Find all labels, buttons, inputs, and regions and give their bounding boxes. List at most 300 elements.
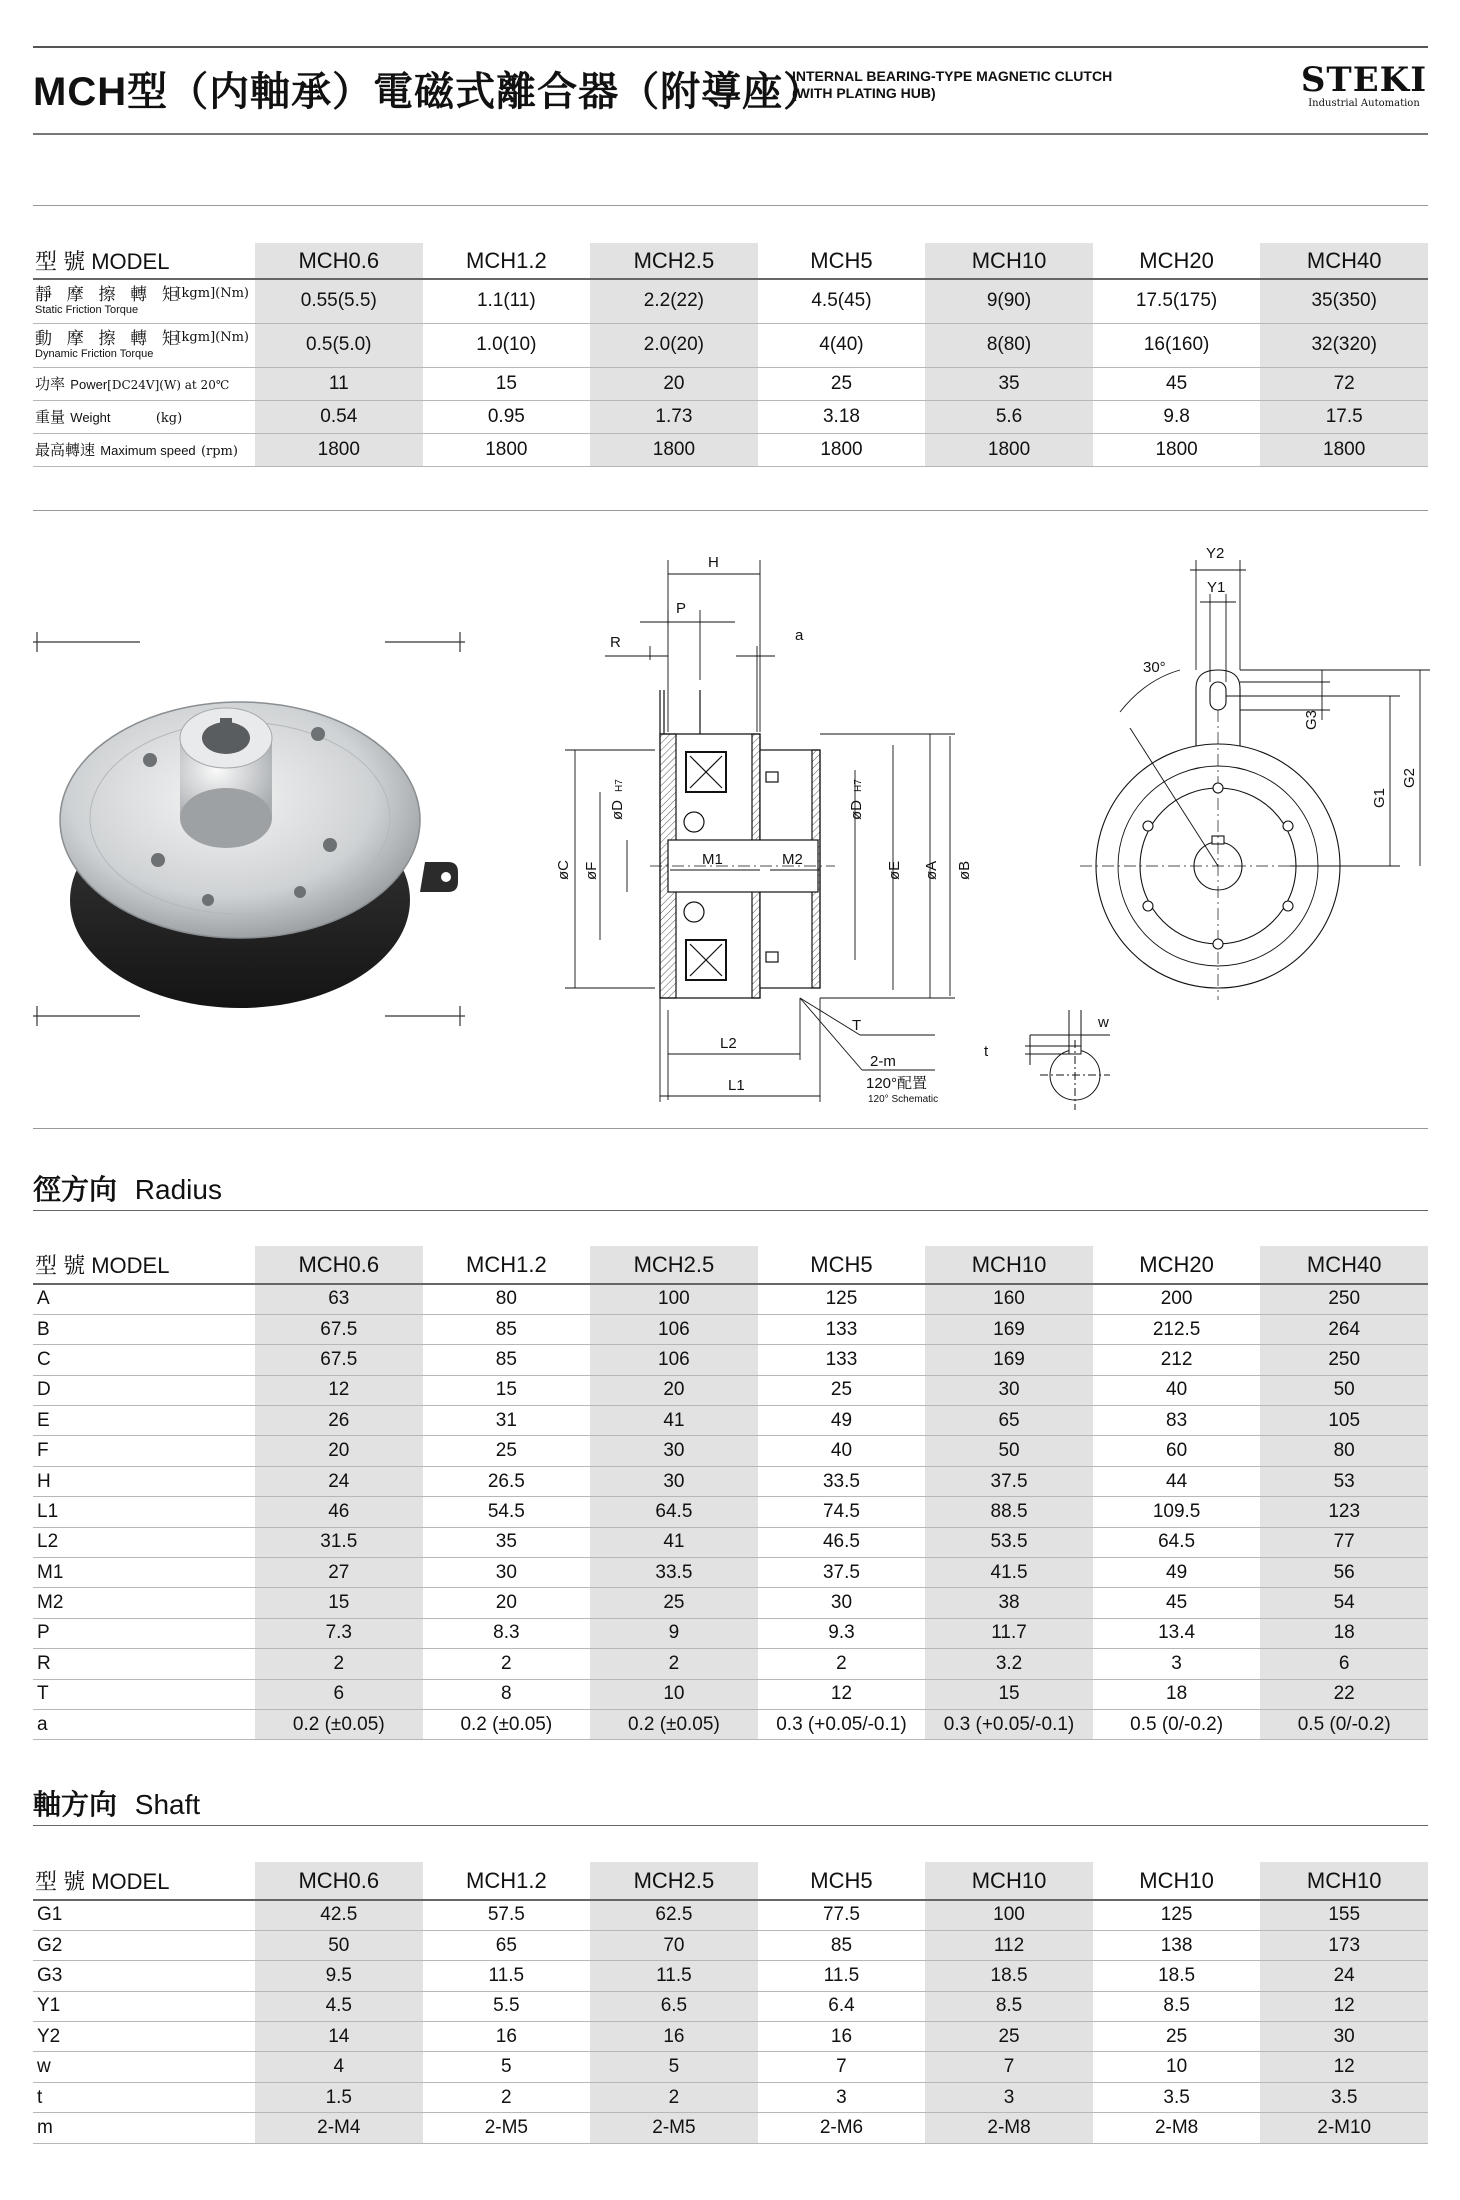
table-cell: 22 <box>1260 1679 1428 1709</box>
performance-row-weight <box>33 400 1428 433</box>
table-cell: 173 <box>1260 1930 1428 1960</box>
table-cell: 65 <box>925 1406 1093 1436</box>
table-cell: 16 <box>590 2022 758 2052</box>
table-cell: 138 <box>1093 1930 1261 1960</box>
model-header: MCH2.5 <box>590 1862 758 1900</box>
table-cell: 1800 <box>590 433 758 466</box>
dim-label-R: R <box>610 634 621 651</box>
table-cell: 1.0(10) <box>423 323 591 367</box>
front-view <box>1080 545 1430 1000</box>
section-rule <box>33 510 1428 511</box>
table-cell: 6.4 <box>758 1991 926 2021</box>
table-cell: 64.5 <box>590 1497 758 1527</box>
table-row <box>33 1497 1428 1527</box>
table-cell: 46.5 <box>758 1527 926 1557</box>
table-cell: 30 <box>758 1588 926 1618</box>
table-cell: 212 <box>1093 1345 1261 1375</box>
table-cell: 100 <box>925 1900 1093 1930</box>
table-cell: 24 <box>255 1466 423 1496</box>
table-cell: 40 <box>758 1436 926 1466</box>
model-header: MCH10 <box>925 1246 1093 1284</box>
table-cell: 2 <box>590 1649 758 1679</box>
model-header: MCH2.5 <box>590 243 758 279</box>
table-cell: 11 <box>255 367 423 400</box>
dim-label-D2-tol: H7 <box>853 779 864 792</box>
table-cell: 30 <box>590 1436 758 1466</box>
table-cell: 1800 <box>758 433 926 466</box>
dim-label-F: øF <box>583 861 600 880</box>
table-cell: 5 <box>590 2052 758 2082</box>
table-cell: 44 <box>1093 1466 1261 1496</box>
hub-keyway <box>220 718 232 726</box>
table-cell: 100 <box>590 1284 758 1314</box>
dim-label-H: H <box>708 554 719 571</box>
table-cell: 25 <box>758 1375 926 1405</box>
dim-label-D: øD <box>609 800 626 820</box>
row-label: G2 <box>33 1930 255 1960</box>
technical-drawing <box>0 520 1460 1130</box>
table-cell: 2-M8 <box>925 2113 1093 2143</box>
row-label <box>33 323 255 367</box>
table-cell: 30 <box>925 1375 1093 1405</box>
table-cell: 4 <box>255 2052 423 2082</box>
radius-section-title <box>33 1168 222 1208</box>
row-label-cn: 靜 摩 擦 轉 矩 <box>35 284 184 304</box>
row-label <box>33 279 255 323</box>
dim-label-B: øB <box>956 860 973 880</box>
table-cell: 30 <box>590 1466 758 1496</box>
table-cell: 155 <box>1260 1900 1428 1930</box>
row-label: H <box>33 1466 255 1496</box>
table-row <box>33 2082 1428 2112</box>
table-row <box>33 1709 1428 1739</box>
tab-hole <box>441 872 451 882</box>
table-cell: 30 <box>1260 2022 1428 2052</box>
page-title: MCH型（内軸承）電磁式離合器（附導座） <box>33 70 825 114</box>
row-unit: [kgm](Nm) <box>176 329 249 345</box>
radius-header-row <box>33 1246 1428 1284</box>
table-cell: 12 <box>1260 1991 1428 2021</box>
table-cell: 212.5 <box>1093 1314 1261 1344</box>
dim-label-L2: L2 <box>720 1035 737 1052</box>
table-cell: 5.5 <box>423 1991 591 2021</box>
table-cell: 77 <box>1260 1527 1428 1557</box>
table-cell: 0.95 <box>423 400 591 433</box>
table-cell: 160 <box>925 1284 1093 1314</box>
dim-label-M1: M1 <box>702 851 723 868</box>
schematic-label: 120°配置 <box>866 1075 928 1092</box>
clutch-photo <box>33 632 465 1026</box>
table-cell: 11.5 <box>590 1961 758 1991</box>
table-cell: 3 <box>758 2082 926 2112</box>
table-cell: 9.3 <box>758 1618 926 1648</box>
row-label-en: Maximum speed <box>100 442 196 458</box>
table-row <box>33 1436 1428 1466</box>
row-label: t <box>33 2082 255 2112</box>
section-rule <box>33 1825 1428 1826</box>
row-label: M2 <box>33 1588 255 1618</box>
table-cell: 15 <box>423 367 591 400</box>
row-unit: [kgm](Nm) <box>176 285 249 301</box>
performance-table <box>33 243 1428 467</box>
table-cell: 6 <box>255 1679 423 1709</box>
logo-word: STEKI <box>1300 60 1428 100</box>
table-cell: 20 <box>423 1588 591 1618</box>
table-cell: 18 <box>1093 1679 1261 1709</box>
table-cell: 3 <box>925 2082 1093 2112</box>
shaft-section-title <box>33 1783 200 1823</box>
table-row <box>33 1649 1428 1679</box>
model-header: MCH5 <box>758 1862 926 1900</box>
table-cell: 11.7 <box>925 1618 1093 1648</box>
model-header: MCH20 <box>1093 243 1261 279</box>
table-cell: 1.73 <box>590 400 758 433</box>
table-cell: 25 <box>925 2022 1093 2052</box>
table-row <box>33 1345 1428 1375</box>
table-cell: 0.5(5.0) <box>255 323 423 367</box>
row-label-cn: 功率 <box>35 375 66 393</box>
table-cell: 2-M4 <box>255 2113 423 2143</box>
schematic-label-en: 120° Schematic <box>868 1094 939 1105</box>
table-cell: 40 <box>1093 1375 1261 1405</box>
table-cell: 56 <box>1260 1558 1428 1588</box>
table-row <box>33 2052 1428 2082</box>
row-label: Y1 <box>33 1991 255 2021</box>
table-cell: 54 <box>1260 1588 1428 1618</box>
row-label: G3 <box>33 1961 255 1991</box>
steki-logo <box>1298 62 1430 110</box>
table-cell: 15 <box>255 1588 423 1618</box>
row-label: A <box>33 1284 255 1314</box>
table-cell: 85 <box>423 1314 591 1344</box>
row-label-en: Power <box>70 376 108 392</box>
model-header: MCH40 <box>1260 1246 1428 1284</box>
table-cell: 5 <box>423 2052 591 2082</box>
table-cell: 125 <box>758 1284 926 1314</box>
table-cell: 1.5 <box>255 2082 423 2112</box>
row-label: T <box>33 1679 255 1709</box>
dim-label-T: T <box>852 1017 862 1034</box>
section-rule <box>33 1210 1428 1211</box>
row-unit: [DC24V](W) at 20℃ <box>107 377 230 392</box>
section-rule <box>33 1128 1428 1129</box>
table-cell: 105 <box>1260 1406 1428 1436</box>
table-cell: 11.5 <box>423 1961 591 1991</box>
row-label: F <box>33 1436 255 1466</box>
table-cell: 12 <box>758 1679 926 1709</box>
model-header: MCH0.6 <box>255 243 423 279</box>
table-cell: 1800 <box>255 433 423 466</box>
table-cell: 125 <box>1093 1900 1261 1930</box>
table-cell: 20 <box>590 1375 758 1405</box>
table-cell: 16 <box>423 2022 591 2052</box>
table-cell: 0.2 (±0.05) <box>255 1709 423 1739</box>
table-cell: 109.5 <box>1093 1497 1261 1527</box>
dim-label-w: w <box>1098 1014 1109 1031</box>
dim-label-D2: øD <box>848 800 865 820</box>
table-cell: 46 <box>255 1497 423 1527</box>
model-header: MCH5 <box>758 243 926 279</box>
table-cell: 2 <box>758 1649 926 1679</box>
table-row <box>33 1406 1428 1436</box>
row-label: B <box>33 1314 255 1344</box>
table-cell: 25 <box>590 1588 758 1618</box>
dim-label-G3: G3 <box>1303 709 1320 730</box>
table-cell: 35 <box>423 1527 591 1557</box>
table-cell: 49 <box>1093 1558 1261 1588</box>
table-cell: 20 <box>255 1436 423 1466</box>
model-header: MCH0.6 <box>255 1862 423 1900</box>
header-top-line <box>33 46 1428 48</box>
table-cell: 0.3 (+0.05/-0.1) <box>758 1709 926 1739</box>
table-cell: 2-M6 <box>758 2113 926 2143</box>
hub-base <box>180 788 272 848</box>
table-cell: 0.54 <box>255 400 423 433</box>
table-cell: 10 <box>1093 2052 1261 2082</box>
table-cell: 42.5 <box>255 1900 423 1930</box>
table-cell: 3.5 <box>1260 2082 1428 2112</box>
table-cell: 38 <box>925 1588 1093 1618</box>
table-cell: 18 <box>1260 1618 1428 1648</box>
dim-label-angle: 30° <box>1143 659 1166 676</box>
table-row <box>33 1930 1428 1960</box>
table-cell: 41.5 <box>925 1558 1093 1588</box>
table-cell: 7.3 <box>255 1618 423 1648</box>
table-cell: 2 <box>255 1649 423 1679</box>
table-cell: 14 <box>255 2022 423 2052</box>
table-cell: 250 <box>1260 1284 1428 1314</box>
subtitle-line-2: (WITH PLATING HUB) <box>792 85 936 101</box>
table-cell: 2.0(20) <box>590 323 758 367</box>
row-label: G1 <box>33 1900 255 1930</box>
dim-label-C: øC <box>555 860 572 880</box>
row-label <box>33 433 255 466</box>
table-cell: 8(80) <box>925 323 1093 367</box>
performance-row-power <box>33 367 1428 400</box>
shaft-title-cn: 軸方向 <box>33 1789 118 1820</box>
table-cell: 35(350) <box>1260 279 1428 323</box>
table-cell: 15 <box>423 1375 591 1405</box>
table-cell: 2-M5 <box>423 2113 591 2143</box>
table-cell: 25 <box>1093 2022 1261 2052</box>
table-cell: 30 <box>423 1558 591 1588</box>
row-unit: (rpm) <box>200 443 238 459</box>
table-cell: 0.55(5.5) <box>255 279 423 323</box>
table-row <box>33 1558 1428 1588</box>
table-cell: 1800 <box>925 433 1093 466</box>
table-cell: 27 <box>255 1558 423 1588</box>
table-cell: 16(160) <box>1093 323 1261 367</box>
row-label-cn: 最高轉速 <box>35 441 96 459</box>
table-cell: 1800 <box>1093 433 1261 466</box>
table-cell: 26 <box>255 1406 423 1436</box>
table-cell: 53.5 <box>925 1527 1093 1557</box>
table-cell: 88.5 <box>925 1497 1093 1527</box>
table-cell: 8.5 <box>925 1991 1093 2021</box>
model-header: MCH1.2 <box>423 243 591 279</box>
table-cell: 37.5 <box>925 1466 1093 1496</box>
row-label-cn: 動 摩 擦 轉 矩 <box>35 328 184 348</box>
table-cell: 50 <box>255 1930 423 1960</box>
table-cell: 85 <box>423 1345 591 1375</box>
table-cell: 31 <box>423 1406 591 1436</box>
table-cell: 133 <box>758 1314 926 1344</box>
table-cell: 74.5 <box>758 1497 926 1527</box>
table-cell: 16 <box>758 2022 926 2052</box>
table-cell: 72 <box>1260 367 1428 400</box>
shaft-title-en: Shaft <box>134 1789 201 1820</box>
table-cell: 8.5 <box>1093 1991 1261 2021</box>
dim-label-E: øE <box>886 860 903 880</box>
radius-table <box>33 1246 1428 1740</box>
table-cell: 57.5 <box>423 1900 591 1930</box>
table-cell: 24 <box>1260 1961 1428 1991</box>
dim-label-t: t <box>984 1043 989 1060</box>
row-label-cn: 重量 <box>35 408 66 426</box>
dim-label-P: P <box>676 600 687 617</box>
table-cell: 106 <box>590 1345 758 1375</box>
table-cell: 0.3 (+0.05/-0.1) <box>925 1709 1093 1739</box>
performance-row-max-speed <box>33 433 1428 466</box>
table-row <box>33 1961 1428 1991</box>
subtitle-line-1: INTERNAL BEARING-TYPE MAGNETIC CLUTCH <box>792 68 1113 84</box>
table-row <box>33 1679 1428 1709</box>
table-cell: 0.2 (±0.05) <box>423 1709 591 1739</box>
model-header: MCH10 <box>925 1862 1093 1900</box>
table-cell: 33.5 <box>758 1466 926 1496</box>
row-label: m <box>33 2113 255 2143</box>
model-header: MCH5 <box>758 1246 926 1284</box>
table-cell: 8.3 <box>423 1618 591 1648</box>
table-cell: 12 <box>1260 2052 1428 2082</box>
table-row <box>33 1375 1428 1405</box>
row-label: D <box>33 1375 255 1405</box>
model-header: MCH2.5 <box>590 1246 758 1284</box>
shaft-table <box>33 1862 1428 2144</box>
table-cell: 70 <box>590 1930 758 1960</box>
table-cell: 2-M10 <box>1260 2113 1428 2143</box>
model-header: MCH1.2 <box>423 1246 591 1284</box>
header-bottom-line <box>33 133 1428 135</box>
table-cell: 4.5 <box>255 1991 423 2021</box>
dim-label-Y2: Y2 <box>1206 545 1225 562</box>
table-cell: 25 <box>423 1436 591 1466</box>
dim-label-L1: L1 <box>728 1077 745 1094</box>
table-cell: 9(90) <box>925 279 1093 323</box>
table-row <box>33 1900 1428 1930</box>
dim-label-D-tol: H7 <box>614 779 625 792</box>
shaft-table-body <box>33 1900 1428 2143</box>
row-label-en: Dynamic Friction Torque <box>35 347 154 360</box>
table-cell: 169 <box>925 1345 1093 1375</box>
row-label: a <box>33 1709 255 1739</box>
table-cell: 20 <box>590 367 758 400</box>
performance-row-dynamic-torque <box>33 323 1428 367</box>
table-cell: 41 <box>590 1527 758 1557</box>
model-label: 型 號 MODEL <box>33 1862 255 1900</box>
table-cell: 37.5 <box>758 1558 926 1588</box>
row-label <box>33 400 255 433</box>
dim-label-a: a <box>795 627 804 644</box>
table-row <box>33 1527 1428 1557</box>
table-cell: 169 <box>925 1314 1093 1344</box>
row-label: Y2 <box>33 2022 255 2052</box>
table-row <box>33 2113 1428 2143</box>
table-cell: 2-M5 <box>590 2113 758 2143</box>
table-cell: 11.5 <box>758 1961 926 1991</box>
model-header: MCH1.2 <box>423 1862 591 1900</box>
table-cell: 3 <box>1093 1649 1261 1679</box>
table-cell: 123 <box>1260 1497 1428 1527</box>
table-row <box>33 1588 1428 1618</box>
table-cell: 3.2 <box>925 1649 1093 1679</box>
dim-label-Y1: Y1 <box>1207 579 1226 596</box>
section-rule <box>33 205 1428 206</box>
table-cell: 31.5 <box>255 1527 423 1557</box>
table-cell: 2 <box>423 1649 591 1679</box>
table-cell: 60 <box>1093 1436 1261 1466</box>
table-cell: 50 <box>925 1436 1093 1466</box>
row-label: P <box>33 1618 255 1648</box>
table-cell: 1800 <box>1260 433 1428 466</box>
table-cell: 45 <box>1093 367 1261 400</box>
table-cell: 112 <box>925 1930 1093 1960</box>
table-cell: 4.5(45) <box>758 279 926 323</box>
model-label: 型 號 MODEL <box>33 243 255 279</box>
table-cell: 18.5 <box>925 1961 1093 1991</box>
table-cell: 83 <box>1093 1406 1261 1436</box>
logo-tagline: Industrial Automation <box>1308 98 1420 109</box>
mounting-tab <box>420 862 458 892</box>
table-cell: 1.1(11) <box>423 279 591 323</box>
table-cell: 13.4 <box>1093 1618 1261 1648</box>
table-cell: 12 <box>255 1375 423 1405</box>
table-cell: 45 <box>1093 1588 1261 1618</box>
row-label: L1 <box>33 1497 255 1527</box>
radius-title-en: Radius <box>134 1174 222 1205</box>
table-row <box>33 2022 1428 2052</box>
row-label: w <box>33 2052 255 2082</box>
table-cell: 15 <box>925 1679 1093 1709</box>
table-cell: 17.5 <box>1260 400 1428 433</box>
table-cell: 5.6 <box>925 400 1093 433</box>
table-cell: 6.5 <box>590 1991 758 2021</box>
table-cell: 264 <box>1260 1314 1428 1344</box>
table-cell: 67.5 <box>255 1345 423 1375</box>
table-cell: 32(320) <box>1260 323 1428 367</box>
row-label-en: Weight <box>70 409 111 425</box>
performance-header-row <box>33 243 1428 279</box>
table-cell: 9.8 <box>1093 400 1261 433</box>
table-cell: 7 <box>758 2052 926 2082</box>
table-row <box>33 1618 1428 1648</box>
table-cell: 17.5(175) <box>1093 279 1261 323</box>
row-label: M1 <box>33 1558 255 1588</box>
table-cell: 62.5 <box>590 1900 758 1930</box>
radius-title-cn: 徑方向 <box>33 1174 118 1205</box>
table-cell: 85 <box>758 1930 926 1960</box>
model-header: MCH10 <box>1093 1862 1261 1900</box>
dim-label-M2: M2 <box>782 851 803 868</box>
table-cell: 0.2 (±0.05) <box>590 1709 758 1739</box>
model-header: MCH40 <box>1260 243 1428 279</box>
table-cell: 7 <box>925 2052 1093 2082</box>
table-cell: 65 <box>423 1930 591 1960</box>
table-cell: 2.2(22) <box>590 279 758 323</box>
model-header: MCH10 <box>1260 1862 1428 1900</box>
table-cell: 41 <box>590 1406 758 1436</box>
keyway-detail <box>984 1010 1110 1110</box>
